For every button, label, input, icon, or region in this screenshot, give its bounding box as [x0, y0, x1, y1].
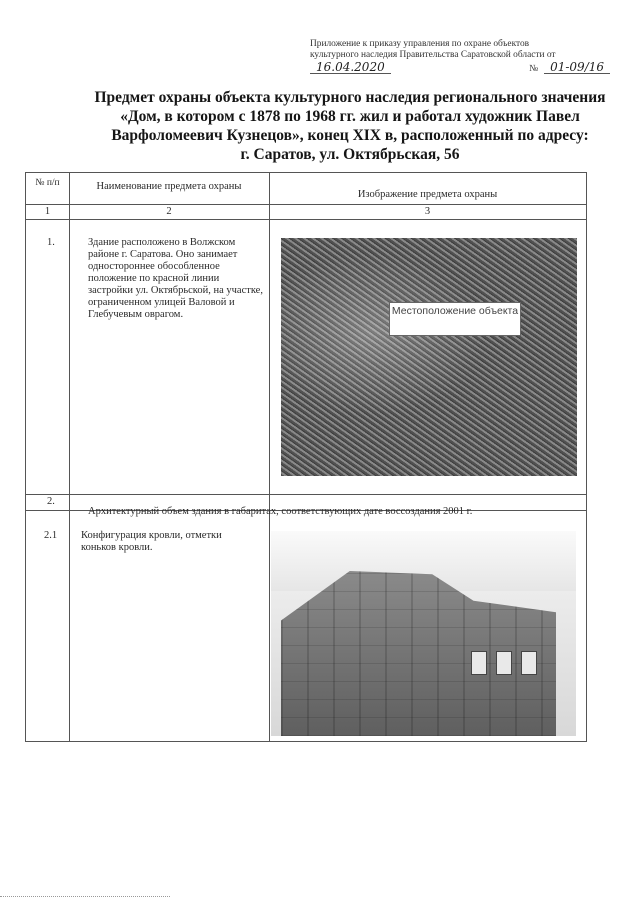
header-name: Наименование предмета охраны: [96, 181, 242, 192]
header-image: Изображение предмета охраны: [357, 189, 498, 200]
header-number: № п/п: [35, 178, 60, 188]
appendix-date: 16.04.2020: [310, 62, 391, 74]
column-number-1: 1: [44, 206, 51, 217]
column-number-2: 2: [166, 206, 172, 217]
photo-caption: Местоположение объекта: [389, 302, 521, 336]
appendix-number-prefix: №: [529, 64, 539, 74]
section-heading: Архитектурный объем здания в габаритах, соответствующих дате воссоздания 2001 г.: [88, 506, 473, 517]
row-number: 2.: [47, 496, 55, 507]
appendix-line2: культурного наследия Правительства Саратовской области от: [310, 50, 556, 60]
row-number: 1.: [47, 237, 55, 248]
row-text: Конфигурация кровли, отметки коньков кровли.: [81, 530, 222, 553]
table-divider: [269, 173, 270, 741]
table-divider: [26, 219, 586, 220]
appendix-note: [310, 39, 610, 75]
photo-window: [496, 651, 512, 675]
table-divider: [26, 494, 586, 495]
row-number: 2.1: [44, 530, 58, 541]
column-number-3: 3: [424, 206, 431, 217]
title-line3: Варфоломеевич Кузнецов», конец XIX в, расположенный по адресу:: [111, 127, 589, 144]
title-line2: «Дом, в котором с 1878 по 1968 гг. жил и работал художник Павел: [120, 108, 580, 125]
building-photo: [271, 531, 576, 736]
location-photo: [281, 238, 577, 476]
title-line1: Предмет охраны объекта культурного наследия регионального значения: [94, 89, 606, 106]
table-divider: [69, 173, 70, 741]
table-divider: [26, 204, 586, 205]
photo-building: [281, 571, 556, 736]
appendix-number: 01-09/16: [544, 62, 610, 74]
photo-window: [521, 651, 537, 675]
photo-window: [471, 651, 487, 675]
footnote-rule: [0, 896, 170, 897]
protection-table: [25, 172, 587, 742]
title-line4: г. Саратов, ул. Октябрьская, 56: [240, 146, 460, 163]
appendix-line1: Приложение к приказу управления по охране объектов: [310, 39, 530, 49]
row-text: Здание расположено в Волжском районе г. Саратова. Оно занимает одностороннее обособленное положение по красной линии застройки ул. Октябрьской, на участке, ограниченном улицей Валовой и Глебучевым оврагом.: [88, 237, 263, 320]
document-title: [60, 88, 640, 164]
